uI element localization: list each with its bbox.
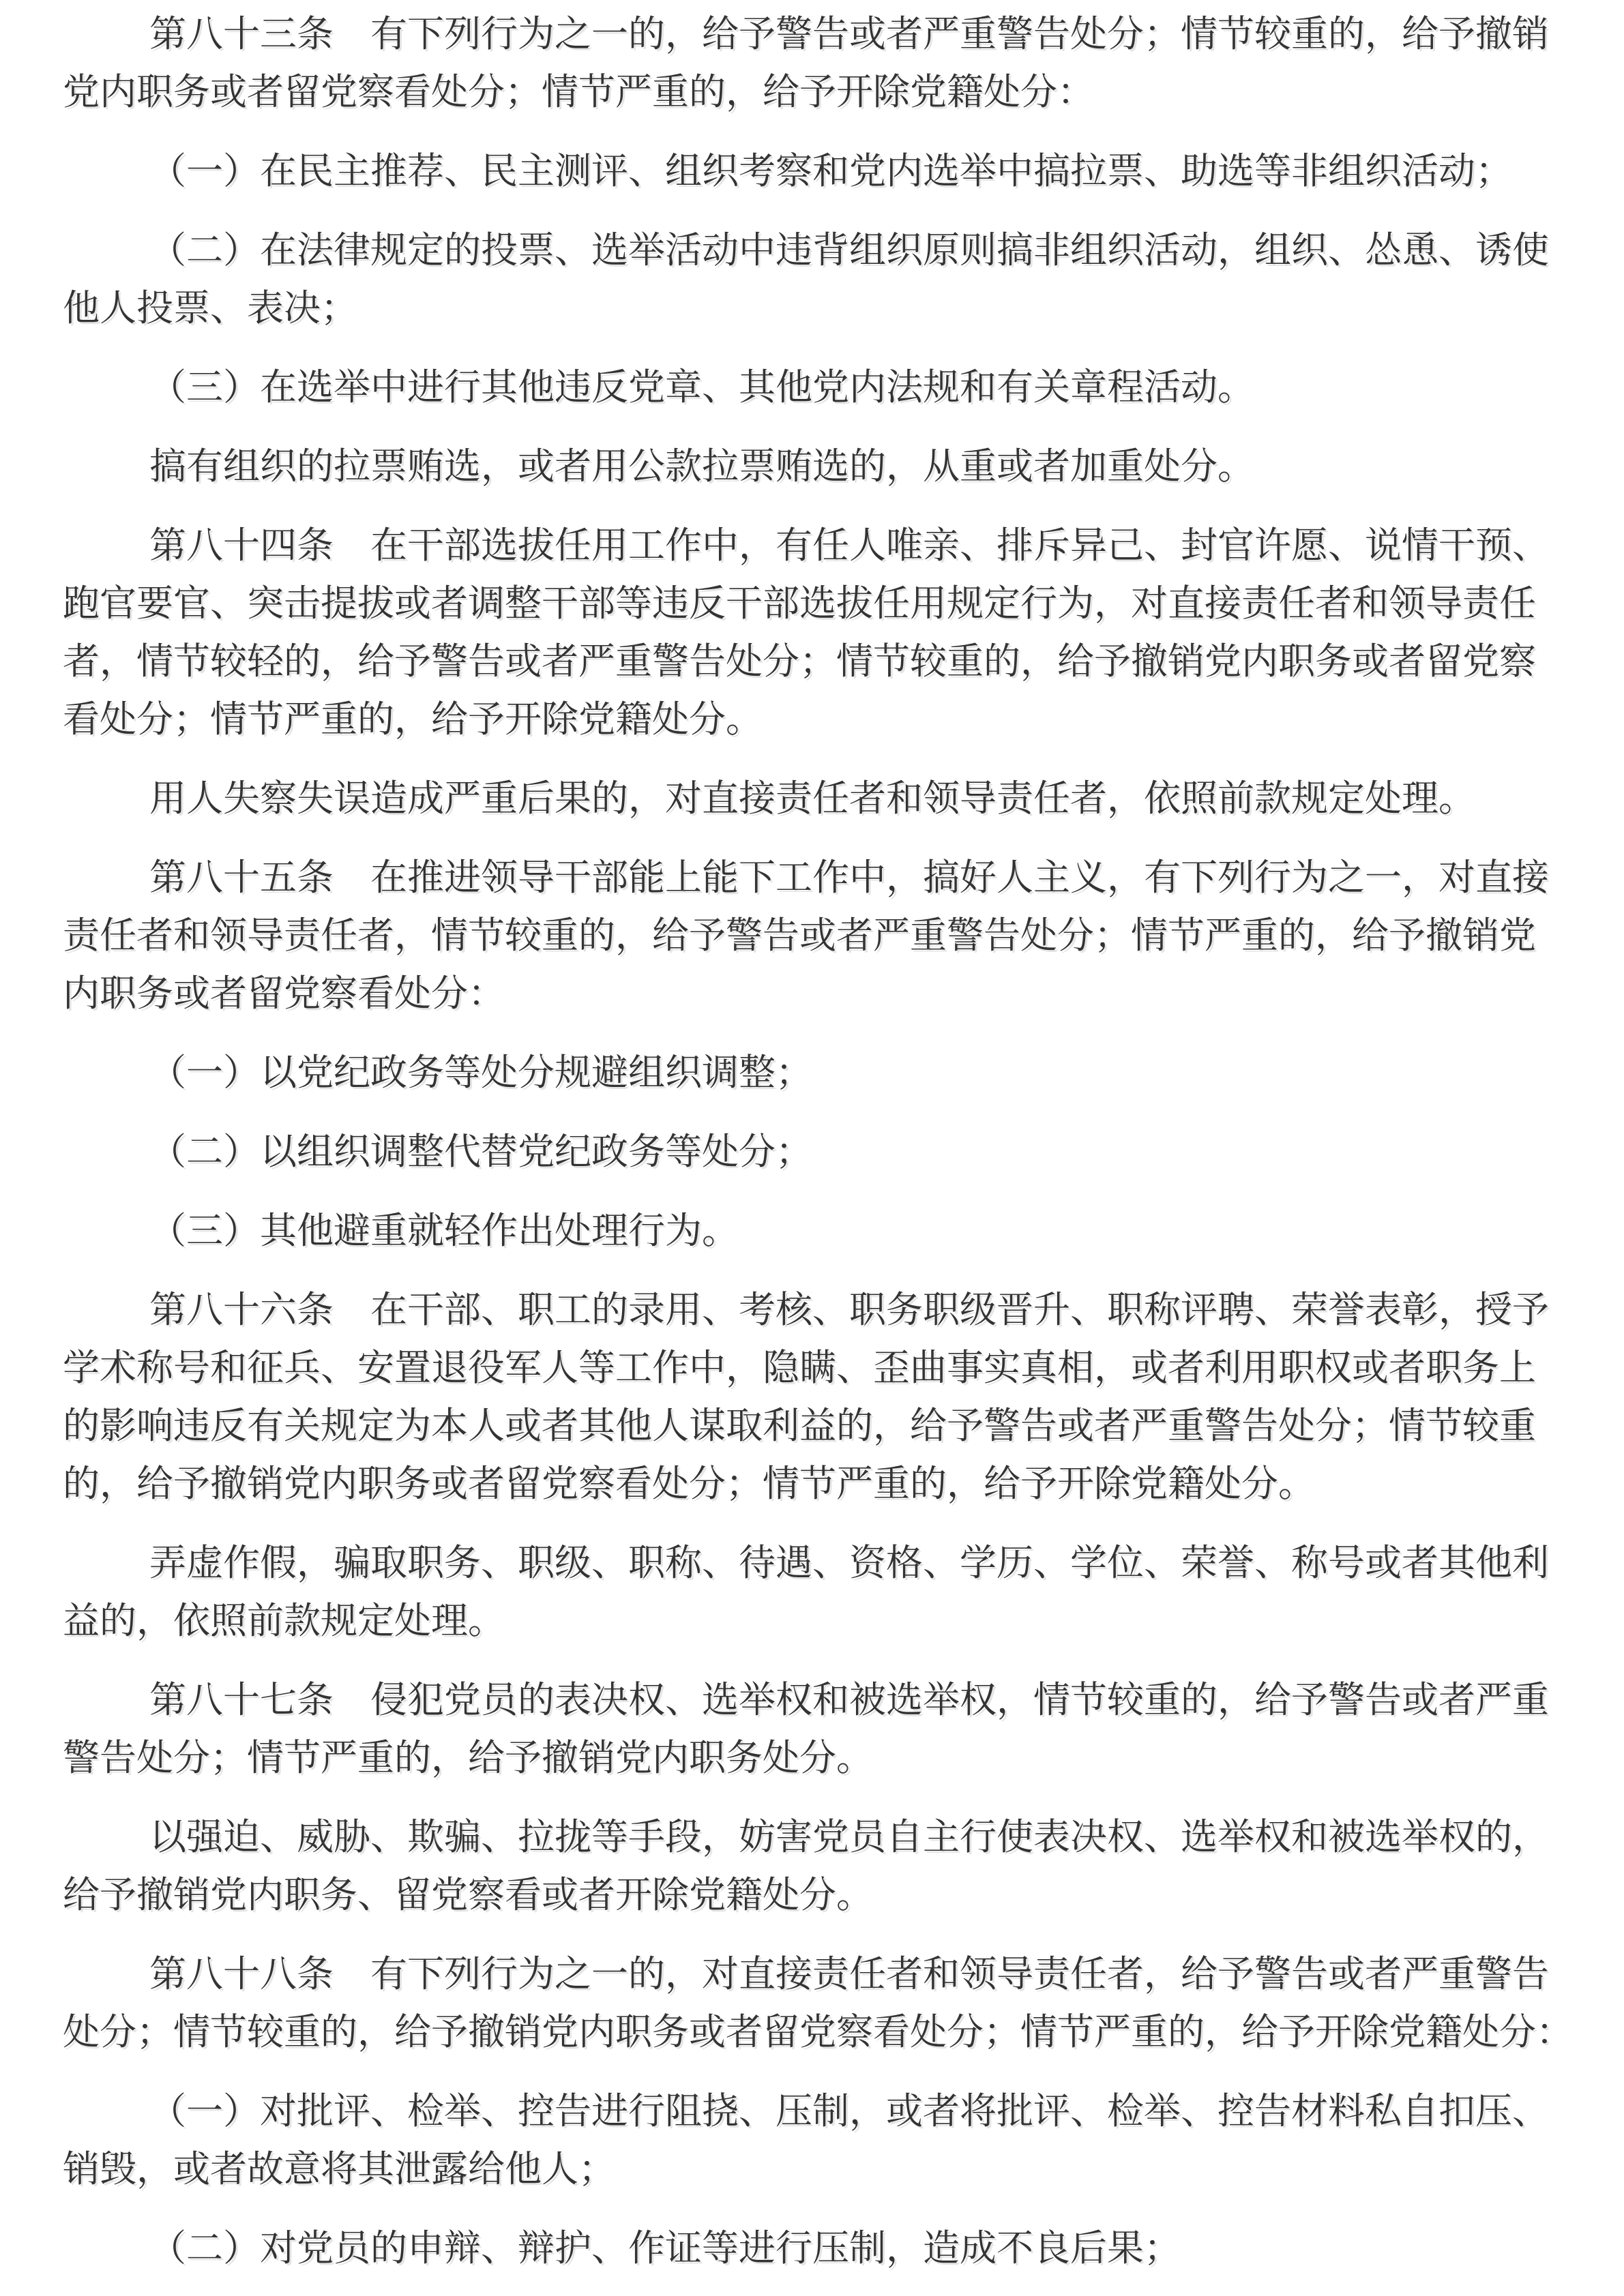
text-line: 第八十五条 在推进领导干部能上能下工作中，搞好人主义，有下列行为之一，对直接 (149, 857, 1549, 898)
paragraph-article-86-final-clause (63, 1534, 1564, 1650)
text-line: 者，情节较轻的，给予警告或者严重警告处分；情节较重的，给予撤销党内职务或者留党察 (63, 641, 1536, 682)
text-line: （二）以组织调整代替党纪政务等处分； (149, 1131, 812, 1172)
paragraph-article-86 (63, 1281, 1564, 1513)
paragraph-article-85-item-2 (63, 1123, 1564, 1181)
text-line: （三）其他避重就轻作出处理行为。 (149, 1210, 739, 1251)
text-line: 给予撤销党内职务、留党察看或者开除党籍处分。 (63, 1875, 873, 1915)
paragraph-article-83-final-clause (63, 438, 1564, 496)
paragraph-article-83-item-3 (63, 359, 1564, 417)
text-line: 的影响违反有关规定为本人或者其他人谋取利益的，给予警告或者严重警告处分；情节较重 (63, 1405, 1536, 1446)
paragraph-article-83-item-1 (63, 143, 1564, 200)
text-line: 用人失察失误造成严重后果的，对直接责任者和领导责任者，依照前款规定处理。 (149, 778, 1475, 819)
text-line: 党内职务或者留党察看处分；情节严重的，给予开除党籍处分： (63, 72, 1094, 113)
paragraph-article-85-item-1 (63, 1044, 1564, 1102)
text-line: 第八十四条 在干部选拔任用工作中，有任人唯亲、排斥异己、封官许愿、说情干预、 (149, 525, 1549, 566)
paragraph-article-83-item-2 (63, 222, 1564, 338)
text-line: 弄虚作假，骗取职务、职级、职称、待遇、资格、学历、学位、荣誉、称号或者其他利 (149, 1542, 1549, 1583)
text-line: 第八十三条 有下列行为之一的，给予警告或者严重警告处分；情节较重的，给予撤销 (149, 14, 1549, 55)
text-line: 内职务或者留党察看处分： (63, 973, 505, 1014)
text-line: 跑官要官、突击提拔或者调整干部等违反干部选拔任用规定行为，对直接责任者和领导责任 (63, 583, 1536, 624)
paragraph-article-87-final-clause (63, 1808, 1564, 1924)
paragraph-article-84 (63, 517, 1564, 749)
paragraph-article-88-item-1 (63, 2083, 1564, 2198)
text-line: 责任者和领导责任者，情节较重的，给予警告或者严重警告处分；情节严重的，给予撤销党 (63, 915, 1536, 956)
text-line: （一）以党纪政务等处分规避组织调整； (149, 1052, 812, 1093)
text-line: 搞有组织的拉票贿选，或者用公款拉票贿选的，从重或者加重处分。 (149, 446, 1254, 487)
paragraph-article-85-item-3 (63, 1202, 1564, 1260)
text-line: （一）在民主推荐、民主测评、组织考察和党内选举中搞拉票、助选等非组织活动； (149, 151, 1512, 192)
paragraph-article-84-final-clause (63, 770, 1564, 828)
text-line: （一）对批评、检举、控告进行阻挠、压制，或者将批评、检举、控告材料私自扣压、 (149, 2091, 1549, 2132)
text-line: （二）在法律规定的投票、选举活动中违背组织原则搞非组织活动，组织、怂恿、诱使 (149, 230, 1549, 271)
text-line: 他人投票、表决； (63, 288, 357, 329)
text-line: 以强迫、威胁、欺骗、拉拢等手段，妨害党员自主行使表决权、选举权和被选举权的， (149, 1817, 1549, 1858)
text-line: （二）对党员的申辩、辩护、作证等进行压制，造成不良后果； (149, 2228, 1181, 2269)
paragraph-article-88-item-2 (63, 2220, 1564, 2278)
paragraph-article-83 (63, 5, 1564, 121)
text-line: 学术称号和征兵、安置退役军人等工作中，隐瞒、歪曲事实真相，或者利用职权或者职务上 (63, 1347, 1536, 1388)
text-line: 第八十六条 在干部、职工的录用、考核、职务职级晋升、职称评聘、荣誉表彰，授予 (149, 1289, 1549, 1330)
regulation-text-body (63, 5, 1573, 2278)
text-line: 销毁，或者故意将其泄露给他人； (63, 2149, 615, 2190)
text-line: 处分；情节较重的，给予撤销党内职务或者留党察看处分；情节严重的，给予开除党籍处分： (63, 2012, 1573, 2053)
text-line: （三）在选举中进行其他违反党章、其他党内法规和有关章程活动。 (149, 367, 1254, 408)
text-line: 警告处分；情节严重的，给予撤销党内职务处分。 (63, 1738, 873, 1778)
paragraph-article-87 (63, 1671, 1564, 1787)
text-line: 的，给予撤销党内职务或者留党察看处分；情节严重的，给予开除党籍处分。 (63, 1463, 1315, 1504)
text-line: 第八十八条 有下列行为之一的，对直接责任者和领导责任者，给予警告或者严重警告 (149, 1954, 1549, 1995)
text-line: 益的，依照前款规定处理。 (63, 1600, 505, 1641)
text-line: 第八十七条 侵犯党员的表决权、选举权和被选举权，情节较重的，给予警告或者严重 (149, 1680, 1549, 1720)
paragraph-article-88 (63, 1945, 1573, 2061)
text-line: 看处分；情节严重的，给予开除党籍处分。 (63, 699, 763, 740)
paragraph-article-85 (63, 849, 1564, 1023)
